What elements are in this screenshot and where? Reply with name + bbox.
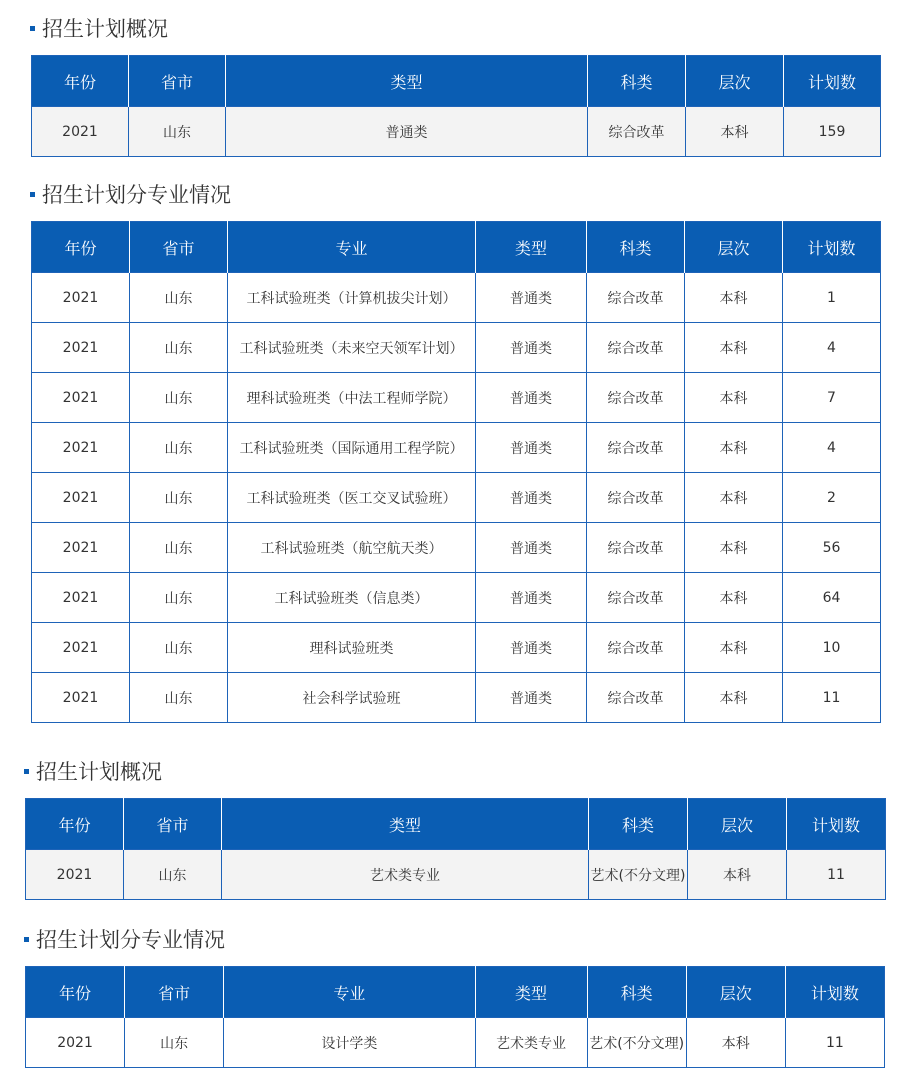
table-header-row [26, 799, 886, 850]
table-cell: 综合改革 [587, 273, 685, 323]
majors-table [31, 221, 881, 723]
table-row [32, 423, 881, 473]
table-cell: 普通类 [476, 573, 587, 623]
table-cell: 山东 [130, 373, 228, 423]
table-cell: 4 [783, 423, 881, 473]
table-cell: 普通类 [476, 273, 587, 323]
header-cell: 科类 [587, 222, 685, 273]
table-cell: 山东 [130, 673, 228, 723]
table-cell: 本科 [685, 673, 783, 723]
header-cell: 科类 [588, 56, 686, 107]
header-cell: 专业 [228, 222, 476, 273]
header-cell: 年份 [32, 56, 129, 107]
table-cell: 工科试验班类（未来空天领军计划） [228, 323, 476, 373]
table-cell: 艺术类专业 [475, 1018, 587, 1068]
table-cell: 山东 [130, 623, 228, 673]
table-cell: 综合改革 [587, 623, 685, 673]
table-cell: 2021 [32, 373, 130, 423]
table-cell: 2021 [26, 850, 124, 900]
table-cell: 159 [784, 107, 881, 157]
table-cell: 7 [783, 373, 881, 423]
table-cell: 2021 [32, 573, 130, 623]
header-cell: 层次 [686, 56, 784, 107]
table-cell: 山东 [130, 273, 228, 323]
section-title-text: 招生计划概况 [42, 17, 168, 41]
table-header-row [32, 56, 881, 107]
table-cell: 综合改革 [587, 573, 685, 623]
bullet-icon [30, 26, 35, 31]
table-row [32, 107, 881, 157]
section-title-art-overview [24, 756, 162, 786]
header-cell: 年份 [26, 967, 125, 1018]
header-cell: 层次 [685, 222, 783, 273]
table-cell: 山东 [130, 573, 228, 623]
table-cell: 山东 [125, 1018, 224, 1068]
table-cell: 艺术类专业 [222, 850, 589, 900]
table-cell: 4 [783, 323, 881, 373]
bullet-icon [30, 192, 35, 197]
table-cell: 山东 [130, 323, 228, 373]
header-cell: 计划数 [784, 56, 881, 107]
table-cell: 11 [787, 850, 886, 900]
table-cell: 综合改革 [587, 473, 685, 523]
table-cell: 本科 [685, 623, 783, 673]
table-cell: 56 [783, 523, 881, 573]
table-cell: 2021 [32, 423, 130, 473]
table-cell: 山东 [130, 473, 228, 523]
table-cell: 64 [783, 573, 881, 623]
table-cell: 2021 [32, 273, 130, 323]
table-cell: 综合改革 [587, 373, 685, 423]
table-cell: 社会科学试验班 [228, 673, 476, 723]
header-cell: 科类 [587, 967, 686, 1018]
table-row [32, 473, 881, 523]
table-cell: 本科 [685, 373, 783, 423]
table-cell: 山东 [129, 107, 226, 157]
table-cell: 1 [783, 273, 881, 323]
table-row [32, 673, 881, 723]
table-cell: 普通类 [476, 423, 587, 473]
header-cell: 类型 [226, 56, 588, 107]
table-row [26, 850, 886, 900]
header-cell: 省市 [129, 56, 226, 107]
bullet-icon [24, 937, 29, 942]
table-cell: 理科试验班类（中法工程师学院） [228, 373, 476, 423]
table-cell: 山东 [124, 850, 222, 900]
table-cell: 本科 [685, 423, 783, 473]
table-cell: 综合改革 [587, 323, 685, 373]
bullet-icon [24, 769, 29, 774]
table-cell: 综合改革 [587, 673, 685, 723]
table-cell: 2021 [32, 107, 129, 157]
table-cell: 本科 [685, 473, 783, 523]
table-cell: 10 [783, 623, 881, 673]
table-cell: 工科试验班类（航空航天类） [228, 523, 476, 573]
table-header-row [26, 967, 885, 1018]
table-cell: 工科试验班类（国际通用工程学院） [228, 423, 476, 473]
table-cell: 艺术(不分文理) [587, 1018, 686, 1068]
table-row [26, 1018, 885, 1068]
table-cell: 本科 [685, 323, 783, 373]
table-cell: 2021 [32, 673, 130, 723]
table-cell: 普通类 [476, 673, 587, 723]
table-cell: 山东 [130, 523, 228, 573]
table-cell: 2 [783, 473, 881, 523]
table-cell: 本科 [685, 273, 783, 323]
table-row [32, 273, 881, 323]
table-cell: 艺术(不分文理) [589, 850, 688, 900]
table-cell: 普通类 [476, 323, 587, 373]
table-row [32, 373, 881, 423]
table-cell: 本科 [685, 523, 783, 573]
header-cell: 科类 [589, 799, 688, 850]
section-title-text: 招生计划分专业情况 [36, 928, 225, 952]
table-cell: 工科试验班类（医工交叉试验班） [228, 473, 476, 523]
table-cell: 山东 [130, 423, 228, 473]
table-cell: 工科试验班类（信息类） [228, 573, 476, 623]
table-cell: 综合改革 [588, 107, 686, 157]
table-cell: 2021 [32, 473, 130, 523]
table-cell: 普通类 [476, 473, 587, 523]
section-title-majors [30, 179, 231, 209]
section-title-text: 招生计划分专业情况 [42, 183, 231, 207]
header-cell: 计划数 [787, 799, 886, 850]
table-cell: 理科试验班类 [228, 623, 476, 673]
table-cell: 综合改革 [587, 523, 685, 573]
table-cell: 普通类 [476, 523, 587, 573]
table-cell: 11 [785, 1018, 884, 1068]
header-cell: 层次 [686, 967, 785, 1018]
header-cell: 类型 [222, 799, 589, 850]
section-title-text: 招生计划概况 [36, 760, 162, 784]
header-cell: 省市 [124, 799, 222, 850]
table-cell: 2021 [26, 1018, 125, 1068]
section-title-overview [30, 13, 168, 43]
table-cell: 本科 [686, 1018, 785, 1068]
table-cell: 2021 [32, 523, 130, 573]
header-cell: 年份 [32, 222, 130, 273]
table-cell: 本科 [686, 107, 784, 157]
header-cell: 省市 [125, 967, 224, 1018]
header-cell: 层次 [688, 799, 787, 850]
header-cell: 年份 [26, 799, 124, 850]
table-cell: 工科试验班类（计算机拔尖计划） [228, 273, 476, 323]
header-cell: 计划数 [785, 967, 884, 1018]
header-cell: 专业 [224, 967, 475, 1018]
table-cell: 普通类 [476, 373, 587, 423]
table-row [32, 523, 881, 573]
art-overview-table [25, 798, 886, 900]
table-cell: 本科 [688, 850, 787, 900]
table-row [32, 573, 881, 623]
header-cell: 类型 [476, 222, 587, 273]
table-cell: 综合改革 [587, 423, 685, 473]
table-cell: 普通类 [476, 623, 587, 673]
overview-table [31, 55, 881, 157]
table-cell: 2021 [32, 323, 130, 373]
table-cell: 设计学类 [224, 1018, 475, 1068]
art-majors-table [25, 966, 885, 1068]
table-cell: 本科 [685, 573, 783, 623]
header-cell: 类型 [475, 967, 587, 1018]
table-cell: 11 [783, 673, 881, 723]
section-title-art-majors [24, 924, 225, 954]
table-cell: 2021 [32, 623, 130, 673]
table-row [32, 623, 881, 673]
header-cell: 计划数 [783, 222, 881, 273]
header-cell: 省市 [130, 222, 228, 273]
table-row [32, 323, 881, 373]
table-header-row [32, 222, 881, 273]
table-cell: 普通类 [226, 107, 588, 157]
